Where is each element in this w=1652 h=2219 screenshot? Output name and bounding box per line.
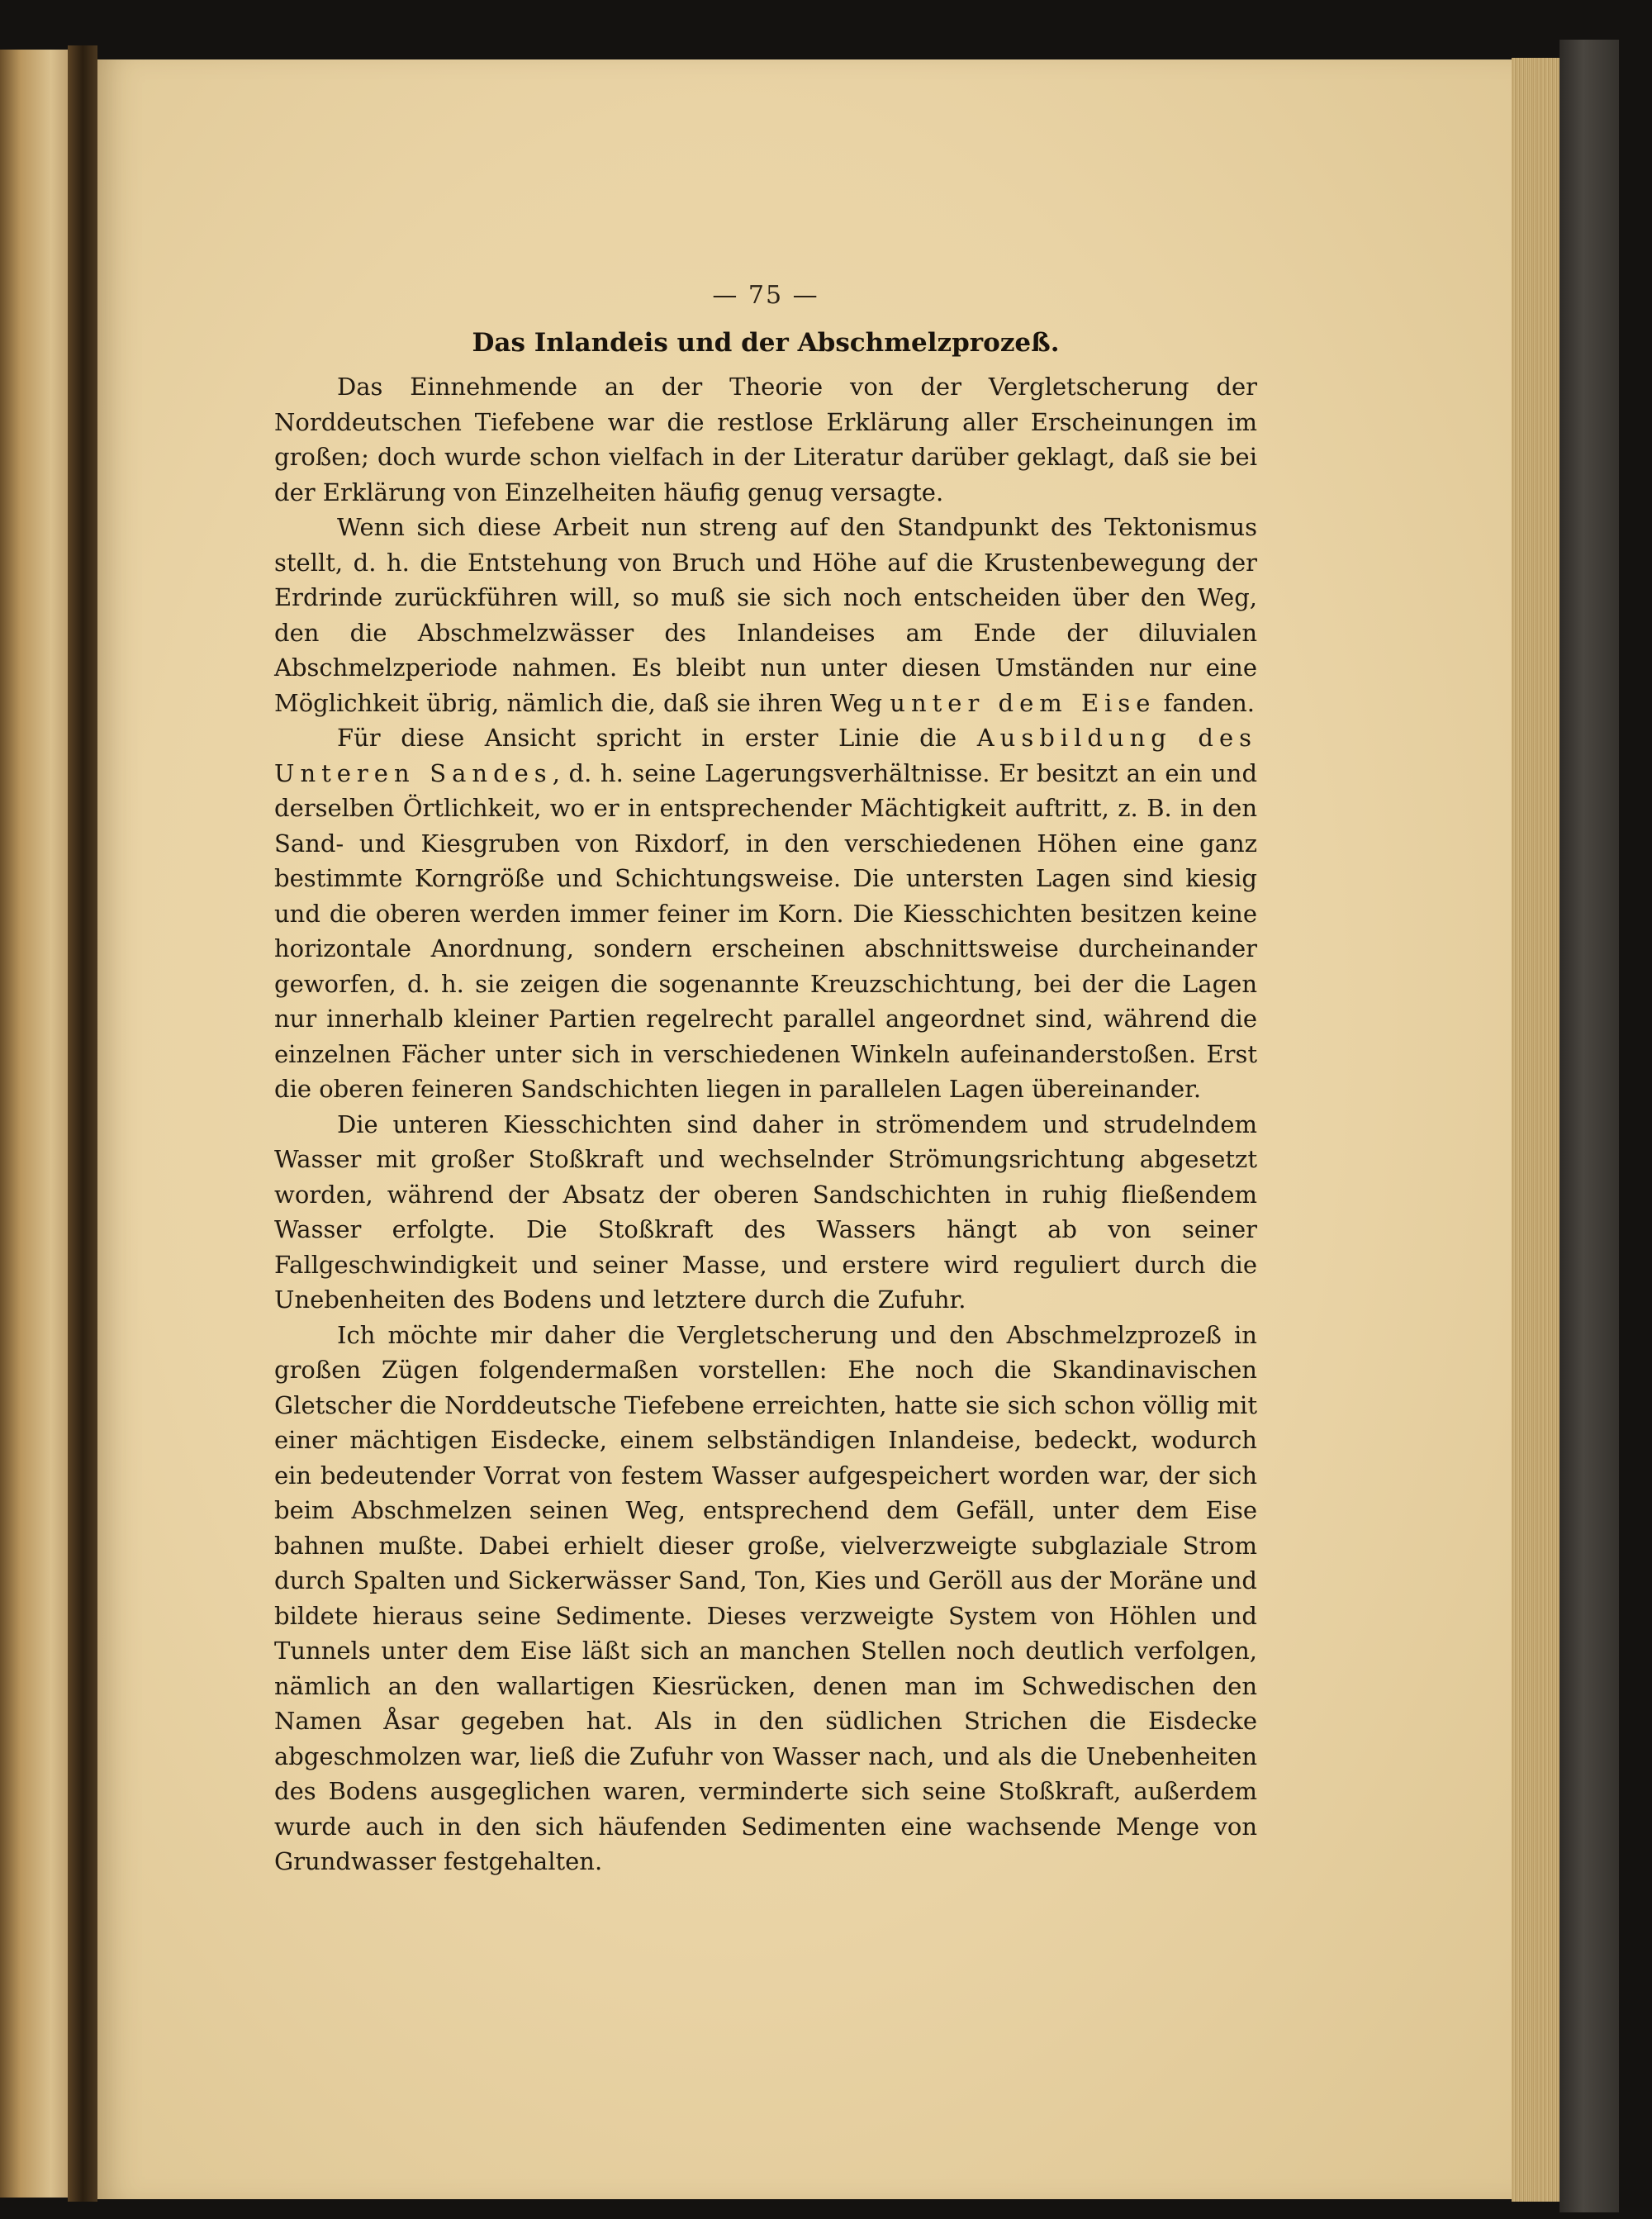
body-text xyxy=(274,369,1257,1879)
text-run: Die unteren Kiesschichten sind daher in strömendem und strudelndem Wasser mit großer Stoßkraft und wechselnder Strömungsrichtung abgesetzt worden, während der Absatz der oberen Sandschichten in ruhig fließendem Wasser erfolgte. Die Stoßkraft des Wassers hängt ab von seiner Fallgeschwindigkeit und seiner Masse, und erstere wird reguliert durch die Unebenheiten des Bodens und letztere durch die Zufuhr. xyxy=(274,1110,1257,1314)
text-run: Das Einnehmende an der Theorie von der Vergletscherung der Norddeutschen Tiefebene war die restlose Erklärung aller Erscheinungen im großen; doch wurde schon vielfach in der Literatur darüber geklagt, daß sie bei der Erklärung von Einzelheiten häufig genug versagte. xyxy=(274,373,1257,506)
text-run: Wenn sich diese Arbeit nun streng auf den Standpunkt des Tektonismus stellt, d. h. die Entstehung von Bruch und Höhe auf die Krustenbewegung der Erdrinde zurückführen will, so muß sie sich noch entscheiden über den Weg, den die Abschmelzwässer des Inlandeises am Ende der diluvialen Abschmelzperiode nahmen. Es bleibt nun unter diesen Umständen nur eine Möglichkeit übrig, nämlich die, daß sie ihren Weg xyxy=(274,513,1257,717)
spaced-emphasis: Ausbildung des Unteren Sandes xyxy=(274,724,1257,787)
paragraph-p4 xyxy=(274,1107,1257,1318)
left-page-edge xyxy=(0,50,68,2198)
page-content xyxy=(274,281,1257,1879)
page-stack-edges xyxy=(1512,58,1559,2202)
text-run: , d. h. seine Lagerungsverhältnisse. Er besitzt an ein und derselben Örtlichkeit, wo er in entsprechender Mächtigkeit auftritt, z. B. in den Sand- und Kiesgruben von Rixdorf, in den verschiedenen Höhen eine ganz bestimmte Korngröße und Schichtungsweise. Die untersten Lagen sind kiesig und die oberen werden immer feiner im Korn. Die Kiesschichten besitzen keine horizontale Anordnung, sondern erscheinen abschnittsweise durcheinander geworfen, d. h. sie zeigen die sogenannte Kreuzschichtung, bei der die Lagen nur innerhalb kleiner Partien regelrecht parallel angeordnet sind, während die einzelnen Fächer unter sich in verschiedenen Winkeln aufeinanderstoßen. Erst die oberen feineren Sandschichten liegen in parallelen Lagen übereinander. xyxy=(274,758,1258,1103)
section-heading: Das Inlandeis und der Abschmelzprozeß. xyxy=(472,328,1060,358)
paragraph-p3 xyxy=(274,720,1257,1107)
book-gutter xyxy=(68,45,97,2202)
text-run: Für diese Ansicht spricht in erster Linie die xyxy=(337,724,977,752)
paragraph-p5 xyxy=(274,1318,1257,1879)
text-run: fanden. xyxy=(1156,688,1256,717)
page-number: — 75 — xyxy=(712,281,819,310)
text-run: Ich möchte mir daher die Vergletscherung und den Abschmelzprozeß in großen Zügen folgendermaßen vorstellen: Ehe noch die Skandinavischen Gletscher die Norddeutsche Tiefebene erreichten, hatte sie sich schon völlig mit einer mächtigen Eisdecke, einem selbständigen Inlandeise, bedeckt, wodurch ein bedeutender Vorrat von festem Wasser aufgespeichert worden war, der sich beim Abschmelzen seinen Weg, entsprechend dem Gefäll, unter dem Eise bahnen mußte. Dabei erhielt dieser große, vielverzweigte subglaziale Strom durch Spalten und Sickerwässer Sand, Ton, Kies und Geröll aus der Moräne und bildete hieraus seine Sedimente. Dieses verzweigte System von Höhlen und Tunnels unter dem Eise läßt sich an manchen Stellen noch deutlich verfolgen, nämlich an den wallartigen Kiesrücken, denen man im Schwedischen den Namen Åsar gegeben hat. Als in den südlichen Strichen die Eisdecke abgeschmolzen war, ließ die Zufuhr von Wasser nach, und als die Unebenheiten des Bodens ausgeglichen waren, verminderte sich seine Stoßkraft, außerdem wurde auch in den sich häufenden Sedimenten eine wachsende Menge von Grundwasser festgehalten. xyxy=(274,1320,1257,1875)
book-cover-edge xyxy=(1559,40,1619,2212)
paragraph-p1 xyxy=(274,369,1257,510)
paragraph-p2 xyxy=(274,510,1257,720)
spaced-emphasis: unter dem Eise xyxy=(890,688,1156,717)
